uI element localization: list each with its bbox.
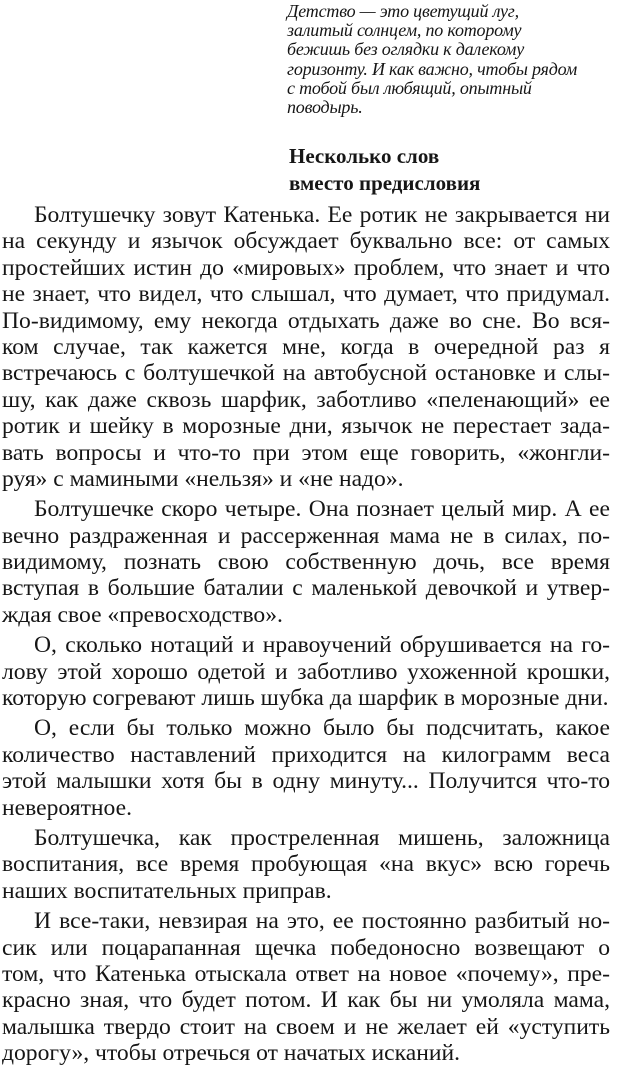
epigraph-line: поводырь. — [287, 97, 363, 118]
text-line: шу, как даже сквозь шарфик, заботливо «пеленающий» ее — [2, 386, 610, 413]
paragraph — [2, 496, 610, 628]
text-line: дорогу», чтобы отречься от начатых исканий. — [2, 1040, 460, 1067]
heading-line: вместо предисловия — [289, 171, 481, 195]
text-line: видимому, познать свою собственную дочь, все время — [2, 549, 610, 576]
text-line: О, сколько нотаций и нравоучений обрушивается на го- — [34, 632, 610, 659]
text-line: сик или поцарапанная щечка победоносно возвещают о — [2, 934, 610, 961]
section-heading — [289, 143, 480, 197]
epigraph — [287, 2, 587, 117]
text-line: воспитания, все время пробующая «на вкус» всю горечь — [2, 851, 610, 878]
paragraph — [2, 825, 610, 904]
text-line: встречаюсь с болтушечкой на автобусной остановке и слы- — [2, 360, 610, 387]
epigraph-line: залитый солнцем, по которому — [287, 20, 522, 41]
text-line: наших воспитательных приправ. — [2, 877, 332, 904]
text-line: не знает, что видел, что слышал, что думает, что придумал. — [2, 281, 610, 308]
text-line: По-видимому, ему некогда отдыхать даже во сне. Во вся- — [2, 307, 610, 334]
text-line: вступая в большие баталии с маленькой девочкой и утвер- — [2, 575, 610, 602]
epigraph-line: горизонту. И как важно, чтобы рядом — [287, 58, 578, 79]
text-line: О, если бы только можно было бы подсчитать, какое — [34, 715, 610, 742]
text-line: на секунду и язычок обсуждает буквально все: от самых — [2, 228, 610, 255]
text-line: вечно раздраженная и рассерженная мама не в силах, по- — [2, 522, 610, 549]
text-line: вать вопросы и что-то при этом еще говорить, «жонгли- — [2, 439, 610, 466]
paragraph — [2, 908, 610, 1066]
heading-line: Несколько слов — [289, 144, 440, 168]
text-line: том, что Катенька отыскала ответ на новое «почему», пре- — [2, 960, 610, 987]
text-line: количество наставлений приходится на килограмм веса — [2, 741, 610, 768]
epigraph-line: с тобой был любящий, опытный — [287, 77, 532, 98]
epigraph-line: Детство — это цветущий луг, — [287, 1, 519, 21]
text-line: красно зная, что будет потом. И как бы ни умоляла мама, — [2, 987, 610, 1014]
text-line: ждая свое «превосходство». — [2, 601, 283, 628]
text-line: которую согревают лишь шубка да шарфик в морозные дни. — [2, 685, 609, 712]
text-line: ком случае, так кажется мне, когда в очередной раз я — [2, 333, 610, 360]
text-line: Болтушечку зовут Катенька. Ее ротик не закрывается ни — [34, 202, 610, 228]
text-line: лову этой хорошо одетой и заботливо ухоженной крошки, — [2, 658, 610, 685]
text-line: И все-таки, невзирая на это, ее постоянно разбитый но- — [34, 908, 610, 935]
text-line: руя» с мамиными «нельзя» и «не надо». — [2, 465, 404, 492]
text-line: Болтушечке скоро четыре. Она познает целый мир. А ее — [34, 496, 610, 523]
body-text — [2, 202, 610, 1067]
paragraph — [2, 202, 610, 492]
paragraph — [2, 632, 610, 711]
text-line: ротик и шейку в морозные дни, язычок не перестает зада- — [2, 413, 610, 440]
paragraph — [2, 715, 610, 821]
text-line: малышка твердо стоит на своем и не желает ей «уступить — [2, 1013, 610, 1040]
epigraph-line: бежишь без оглядки к далекому — [287, 39, 525, 60]
text-line: этой малышки хотя бы в одну минуту... Получится что-то — [2, 768, 610, 795]
text-line: простейших истин до «мировых» проблем, что знает и что — [2, 254, 610, 281]
text-line: невероятное. — [2, 794, 132, 821]
text-line: Болтушечка, как простреленная мишень, заложница — [34, 824, 610, 851]
